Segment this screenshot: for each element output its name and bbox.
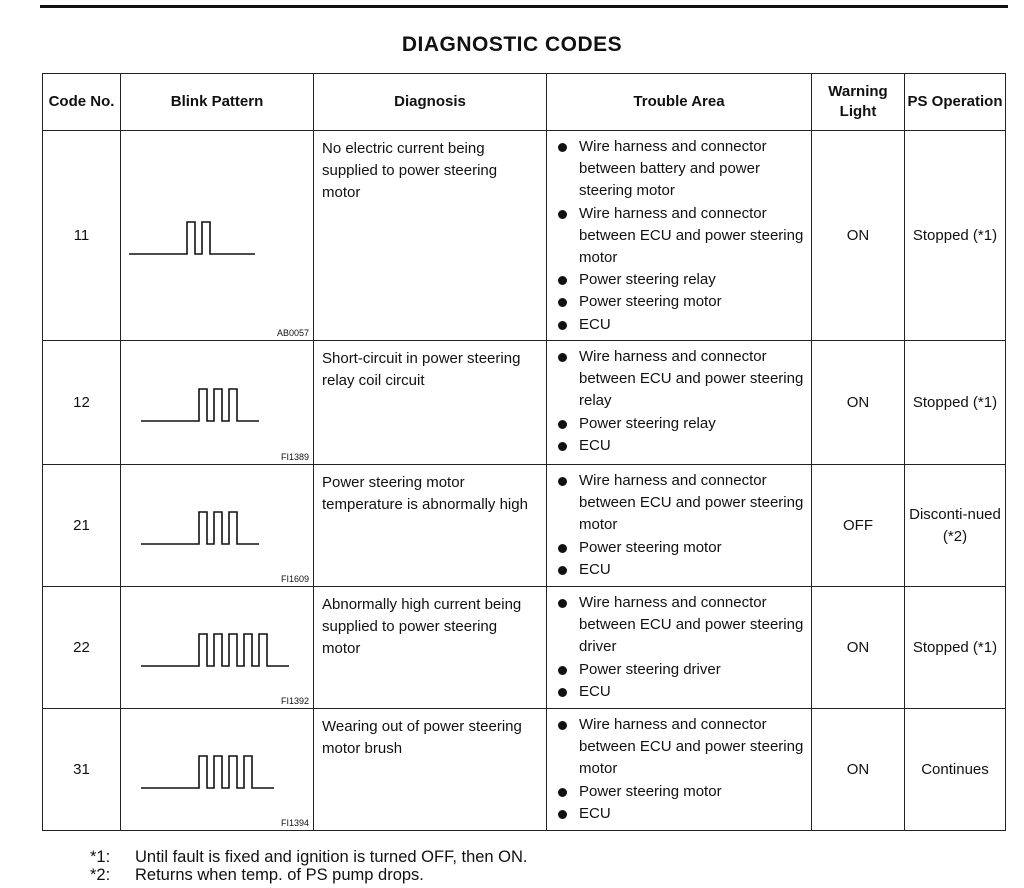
code-number: 11 [43, 131, 121, 341]
trouble-area-list [555, 470, 811, 581]
diagnostic-codes-table [42, 73, 1006, 831]
list-item: Power steering motor [555, 781, 811, 803]
pulse-line [141, 634, 289, 666]
trouble-area-list [555, 714, 811, 825]
header-diagnosis: Diagnosis [314, 74, 547, 131]
diagnosis-text: Short-circuit in power steering relay coil circuit [314, 341, 547, 465]
header-warning-light: Warning Light [812, 74, 905, 131]
trouble-area-cell [547, 465, 812, 587]
footnote-key: *1: [90, 848, 111, 866]
list-item: Wire harness and connector between ECU and power steering driver [555, 592, 811, 659]
table-header-row [43, 74, 1006, 131]
code-number: 21 [43, 465, 121, 587]
figure-id: AB0057 [276, 328, 309, 338]
trouble-area-cell [547, 709, 812, 831]
trouble-area-cell [547, 131, 812, 341]
table-row [43, 465, 1006, 587]
footnote-2 [90, 866, 528, 884]
ps-operation-value: Continues [905, 709, 1006, 831]
warning-light-value: ON [812, 341, 905, 465]
blink-pattern-waveform [129, 744, 299, 796]
footnote-1 [90, 848, 528, 866]
list-item: Power steering relay [555, 269, 811, 291]
list-item: Wire harness and connector between battery and power steering motor [555, 136, 811, 203]
blink-pattern-cell [121, 131, 314, 341]
list-item: ECU [555, 803, 811, 825]
list-item: Power steering relay [555, 413, 811, 435]
blink-pattern-cell [121, 709, 314, 831]
diagnosis-text: Power steering motor temperature is abnormally high [314, 465, 547, 587]
blink-pattern-cell [121, 465, 314, 587]
table-row [43, 587, 1006, 709]
blink-pattern-cell [121, 587, 314, 709]
footnote-key: *2: [90, 866, 111, 884]
blink-pattern-waveform [129, 500, 299, 552]
ps-operation-value: Stopped (*1) [905, 587, 1006, 709]
blink-pattern-waveform [129, 377, 299, 429]
diagnosis-text: Wearing out of power steering motor brush [314, 709, 547, 831]
pulse-line [141, 756, 274, 788]
list-item: ECU [555, 435, 811, 457]
pulse-line [129, 222, 255, 254]
warning-light-value: OFF [812, 465, 905, 587]
top-rule [40, 5, 1008, 8]
ps-operation-value: Stopped (*1) [905, 341, 1006, 465]
list-item: Power steering motor [555, 537, 811, 559]
figure-id: FI1389 [280, 452, 309, 462]
list-item: Wire harness and connector between ECU and power steering motor [555, 714, 811, 781]
trouble-area-list [555, 346, 811, 457]
footnote-text: Until fault is fixed and ignition is turned OFF, then ON. [135, 848, 528, 866]
list-item: ECU [555, 681, 811, 703]
trouble-area-list [555, 592, 811, 703]
trouble-area-cell [547, 341, 812, 465]
page-title: DIAGNOSTIC CODES [401, 33, 623, 56]
diagnosis-text: No electric current being supplied to power steering motor [314, 131, 547, 341]
code-number: 31 [43, 709, 121, 831]
list-item: Power steering motor [555, 291, 811, 313]
table-row [43, 131, 1006, 341]
header-blink-pattern: Blink Pattern [121, 74, 314, 131]
warning-light-value: ON [812, 709, 905, 831]
trouble-area-list [555, 136, 811, 336]
warning-light-value: ON [812, 131, 905, 341]
table-row [43, 709, 1006, 831]
figure-id: FI1394 [280, 818, 309, 828]
blink-pattern-cell [121, 341, 314, 465]
trouble-area-cell [547, 587, 812, 709]
pulse-line [141, 512, 259, 544]
warning-light-value: ON [812, 587, 905, 709]
figure-id: FI1609 [280, 574, 309, 584]
table-row [43, 341, 1006, 465]
list-item: Wire harness and connector between ECU and power steering motor [555, 470, 811, 537]
pulse-line [141, 389, 259, 421]
footnote-text: Returns when temp. of PS pump drops. [135, 866, 424, 884]
blink-pattern-waveform [129, 210, 299, 262]
header-trouble-area: Trouble Area [547, 74, 812, 131]
ps-operation-value: Disconti-nued (*2) [905, 465, 1006, 587]
blink-pattern-waveform [129, 622, 299, 674]
list-item: Wire harness and connector between ECU and power steering motor [555, 203, 811, 270]
figure-id: FI1392 [280, 696, 309, 706]
list-item: Wire harness and connector between ECU and power steering relay [555, 346, 811, 413]
list-item: Power steering driver [555, 659, 811, 681]
header-code-no: Code No. [43, 74, 121, 131]
header-ps-operation: PS Operation [905, 74, 1006, 131]
list-item: ECU [555, 314, 811, 336]
code-number: 12 [43, 341, 121, 465]
code-number: 22 [43, 587, 121, 709]
list-item: ECU [555, 559, 811, 581]
ps-operation-value: Stopped (*1) [905, 131, 1006, 341]
footnotes [90, 848, 528, 884]
diagnosis-text: Abnormally high current being supplied to power steering motor [314, 587, 547, 709]
